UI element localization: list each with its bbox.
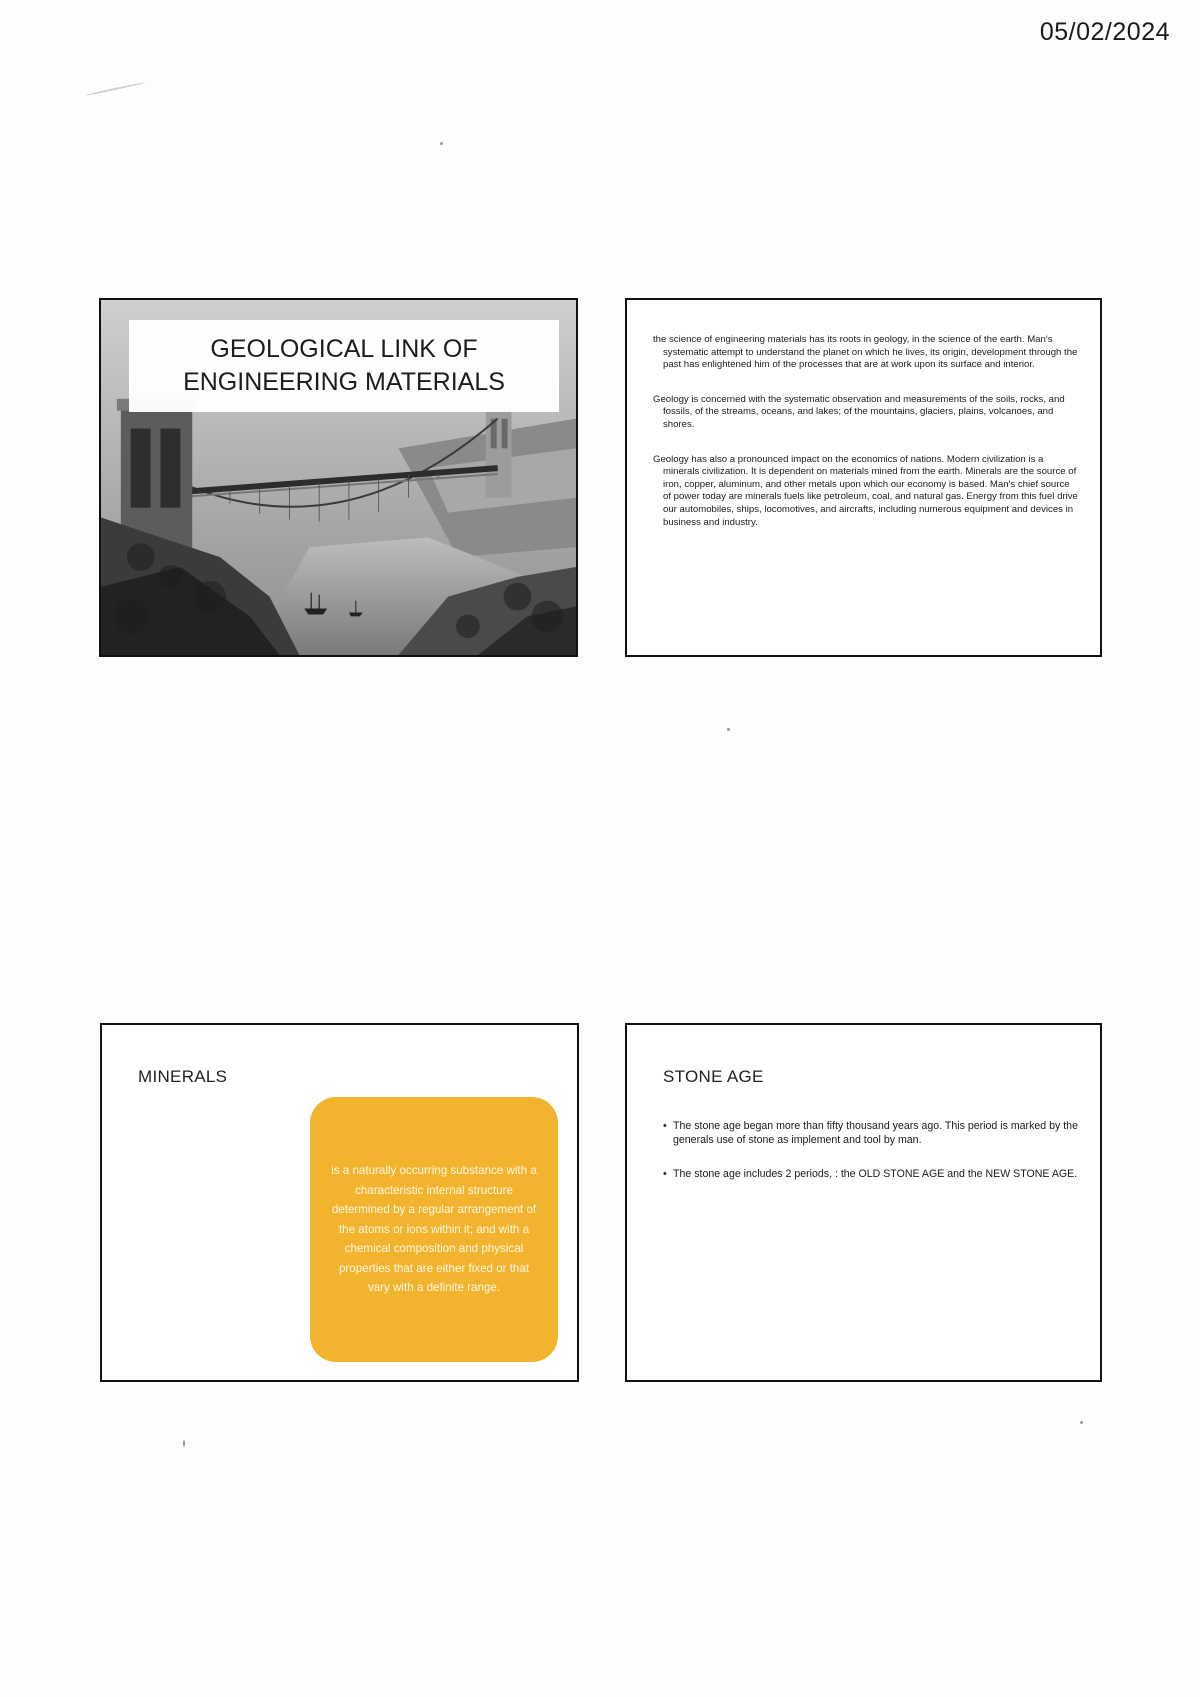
slide-title-box — [129, 320, 559, 412]
slide-heading: MINERALS — [138, 1067, 228, 1086]
scan-speck — [440, 142, 443, 145]
definition-box — [310, 1097, 558, 1362]
list-item-text: The stone age includes 2 periods, : the OLD STONE AGE and the NEW STONE AGE. — [673, 1168, 1078, 1181]
paragraph: Geology has also a pronounced impact on the economics of nations. Modern civilization is a minerals civilization. It is dependent on materials mined from the earth. Minerals are the source of iron, copper, aluminum, and other metals upon which our economy is based. Man's chief source of power today are minerals fuels like petroleum, coal, and natural gas. Energy from this fuel drive our automobiles, ships, locomotives, and aircrafts, including numerous equipment and devices in business and industry. — [653, 453, 1078, 528]
list-item — [663, 1168, 1083, 1182]
slide-title — [99, 298, 578, 657]
page-date: 05/02/2024 — [1039, 18, 1170, 46]
list-item-text: The stone age began more than fifty thousand years ago. This period is marked by the generals use of stone as implement and tool by man. — [673, 1120, 1078, 1146]
slide-stone-age — [625, 1023, 1102, 1382]
slide-minerals — [100, 1023, 579, 1382]
scan-speck — [727, 728, 730, 731]
paragraph: the science of engineering materials has its roots in geology, in the science of the earth. Man's systematic attempt to understand the planet on which he lives, its origin, development through the past has enlightened him of the processes that are at work upon its surface and interior. — [653, 334, 1078, 371]
bullet-icon: • — [663, 1120, 667, 1132]
slide-geology-text — [625, 298, 1102, 657]
definition-text: is a naturally occurring substance with a characteristic internal structure determined by a regular arrangement of the atoms or ions within it; and with a chemical composition and physical properties that are either fixed or that vary with a definite range. — [331, 1163, 537, 1295]
scan-speck — [1080, 1421, 1083, 1424]
paragraph: Geology is concerned with the systematic observation and measurements of the soils, rocks, and fossils, of the streams, oceans, and lakes; of the mountains, glaciers, plains, volcanoes, and shores. — [653, 393, 1065, 430]
bullet-list — [663, 1120, 1083, 1203]
slide-body — [653, 334, 1079, 551]
title-line-1: GEOLOGICAL LINK OF — [210, 335, 478, 363]
title-line-2: ENGINEERING MATERIALS — [183, 368, 505, 396]
list-item — [663, 1120, 1083, 1147]
scan-speck — [183, 1440, 185, 1447]
scan-speck — [85, 82, 144, 96]
slide-heading: STONE AGE — [663, 1067, 764, 1086]
bullet-icon: • — [663, 1168, 667, 1181]
